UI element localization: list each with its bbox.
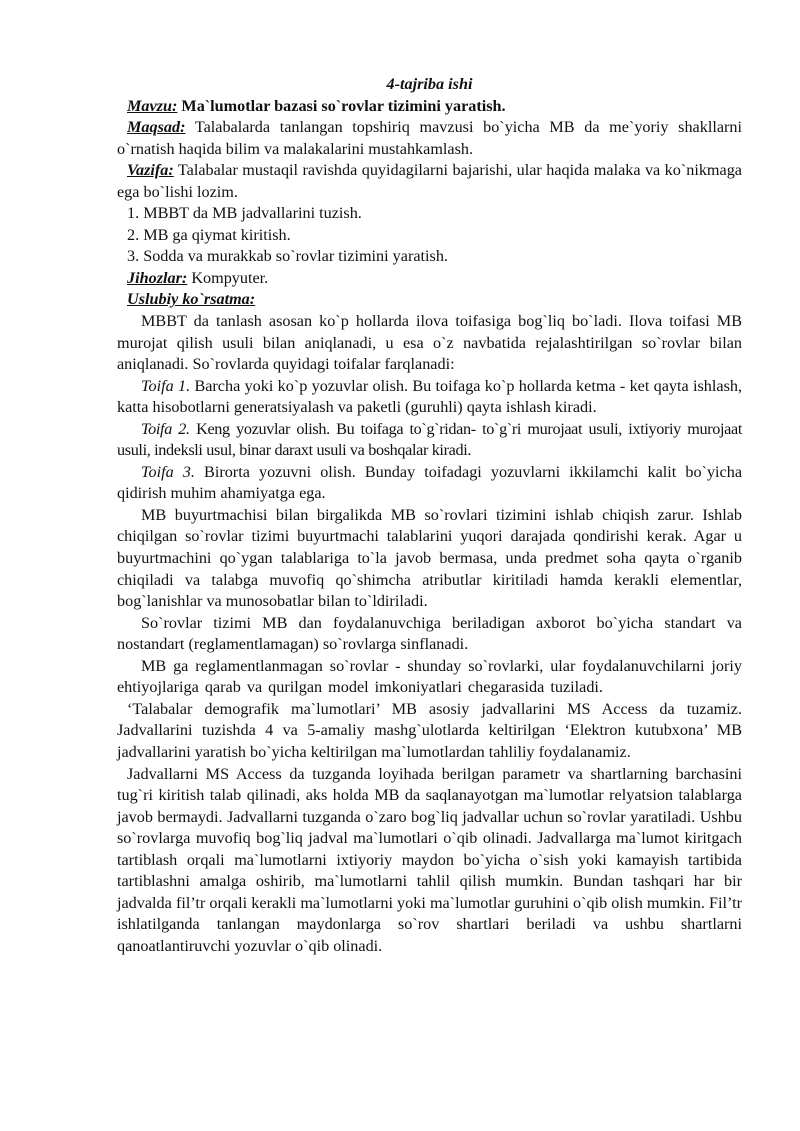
task-list-item: 2. MB ga qiymat kiritish. (127, 225, 291, 244)
document-page (117, 74, 742, 957)
category-3-text: Birorta yozuvni olish. Bunday toifadagi yozuvlarni ikkilamchi kalit bo`yicha qidirish muhim ahamiyatga ega. (117, 462, 743, 503)
category-2-text: Keng yozuvlar olish. Bu toifaga to`g`ridan- to`g`ri murojaat usuli, ixtiyoriy murojaat usuli, indeksli usul, binar daraxt usuli va boshqalar kiradi. (117, 419, 743, 460)
category-2-paragraph (117, 419, 742, 462)
category-2-label: Toifa 2. (141, 419, 190, 438)
task-text: Talabalar mustaqil ravishda quyidagilarni bajarishi, ular haqida malaka va ko`nikmaga ega bo`lishi lozim. (117, 161, 742, 201)
category-1-paragraph (117, 376, 742, 419)
guidance-heading (117, 289, 742, 311)
equipment-label: Jihozlar: (127, 268, 188, 287)
task-list (117, 203, 742, 268)
category-3-paragraph (117, 462, 742, 505)
goal-text: Talabalarda tanlangan topshiriq mavzusi bo`yicha MB da me`yoriy shakllarni o`rnatish haqida bilim va malakalarini mustahkamlash. (117, 118, 742, 158)
equipment-line (117, 268, 742, 290)
task-list-item: 1. MBBT da MB jadvallarini tuzish. (127, 204, 362, 223)
task-paragraph (117, 160, 742, 203)
paragraph-selection-intro: MBBT da tanlash asosan ko`p hollarda ilova toifasiga bog`liq bo`ladi. Ilova toifasi MB murojat qilish usuli bilan aniqlanadi, u esa o`z navbatida rejalashtirilgan so`rovlar bilan aniqlanadi. So`rovlarda quyidagi toifalar farqlanadi: (117, 312, 742, 374)
category-1-label: Toifa 1. (141, 376, 191, 395)
topic-label: Mavzu: (127, 96, 178, 115)
lab-title: 4-tajriba ishi (386, 75, 473, 93)
guidance-label: Uslubiy ko`rsatma: (127, 290, 256, 309)
paragraph-ms-access-tables: ‘Talabalar demografik ma`lumotlari’ MB asosiy jadvallarini MS Access da tuzamiz. Jadvallarini tuzishda 4 va 5-amaliy mashg`ulotlarda keltirilgan ‘Elektron kutubxona’ MB jadvallarini yaratish bo`yicha keltirilgan ma`lumotlardan tahliliy foydalanamiz. (117, 699, 742, 761)
category-3-label: Toifa 3. (141, 462, 195, 481)
topic-line (117, 96, 742, 118)
task-label: Vazifa: (127, 161, 174, 180)
topic-text: Ma`lumotlar bazasi so`rovlar tizimini yaratish. (181, 96, 506, 115)
paragraph-table-creation: Jadvallarni MS Access da tuzganda loyihada berilgan parametr va shartlarning barchasini tug`ri kiritish talab qilinadi, aks holda MB da saqlanayotgan ma`lumotlar relyatsion talablarga javob bermaydi. Jadvallarni tuzganda o`zaro bog`liq jadvallar uchun so`rovlar yaratiladi. Ushbu so`rovlarga muvofiq bog`liq jadval ma`lumotlari o`qib olinadi. Jadvallarga ma`lumot kiritgach tartiblash orqali ma`lumotlarni ixtiyoriy maydon bo`yicha o`sish yoki kamayish tartibida tartiblashni amalga oshirib, ma`lumotlarni tahlil qilish mumkin. Bundan tashqari har bir jadvalda fil’tr orqali kerakli ma`lumotlarni yoki ma`lumotlar guruhini o`qib olish mumkin. Fil’tr ishlatilganda tanlangan maydonlarga so`rov shartlari beriladi va ushbu shartlarni qanoatlantiruvchi yozuvlar o`qib olinadi. (117, 764, 742, 955)
task-list-item: 3. Sodda va murakkab so`rovlar tizimini yaratish. (127, 247, 448, 266)
paragraph-query-classes: So`rovlar tizimi MB dan foydalanuvchiga beriladigan axborot bo`yicha standart va nostandart (reglamentlamagan) so`rovlarga sinflanadi. (117, 613, 742, 654)
goal-paragraph (117, 117, 742, 160)
paragraph-query-system: MB buyurtmachisi bilan birgalikda MB so`rovlari tizimini ishlab chiqish zarur. Ishlab chiqilgan so`rovlar tizimi buyurtmachi talablarini yuqori darajada qondirishi kerak. Agar u buyurtmachini qo`ygan talablariga to`la javob bermasa, unda predmet soha qayta o`rganib chiqiladi va talabga muvofiq qo`shimcha atributlar kiritiladi hamda kerakli elementlar, bog`lanishlar va munosobatlar bilan to`ldiriladi. (117, 505, 742, 611)
equipment-text: Kompyuter. (191, 268, 269, 287)
goal-label: Maqsad: (127, 118, 186, 137)
category-1-text: Barcha yoki ko`p yozuvlar olish. Bu toifaga ko`p hollarda ketma - ket qayta ishlash, katta hisobotlarni generatsiyalash va paketli (guruhli) qayta ishlash kiradi. (117, 376, 743, 417)
paragraph-unregulated-queries: MB ga reglamentlanmagan so`rovlar - shunday so`rovlarki, ular foydalanuvchilarni joriy ehtiyojlariga qarab va qurilgan model imkoniyatlari chegarasida tuziladi. (117, 656, 742, 697)
